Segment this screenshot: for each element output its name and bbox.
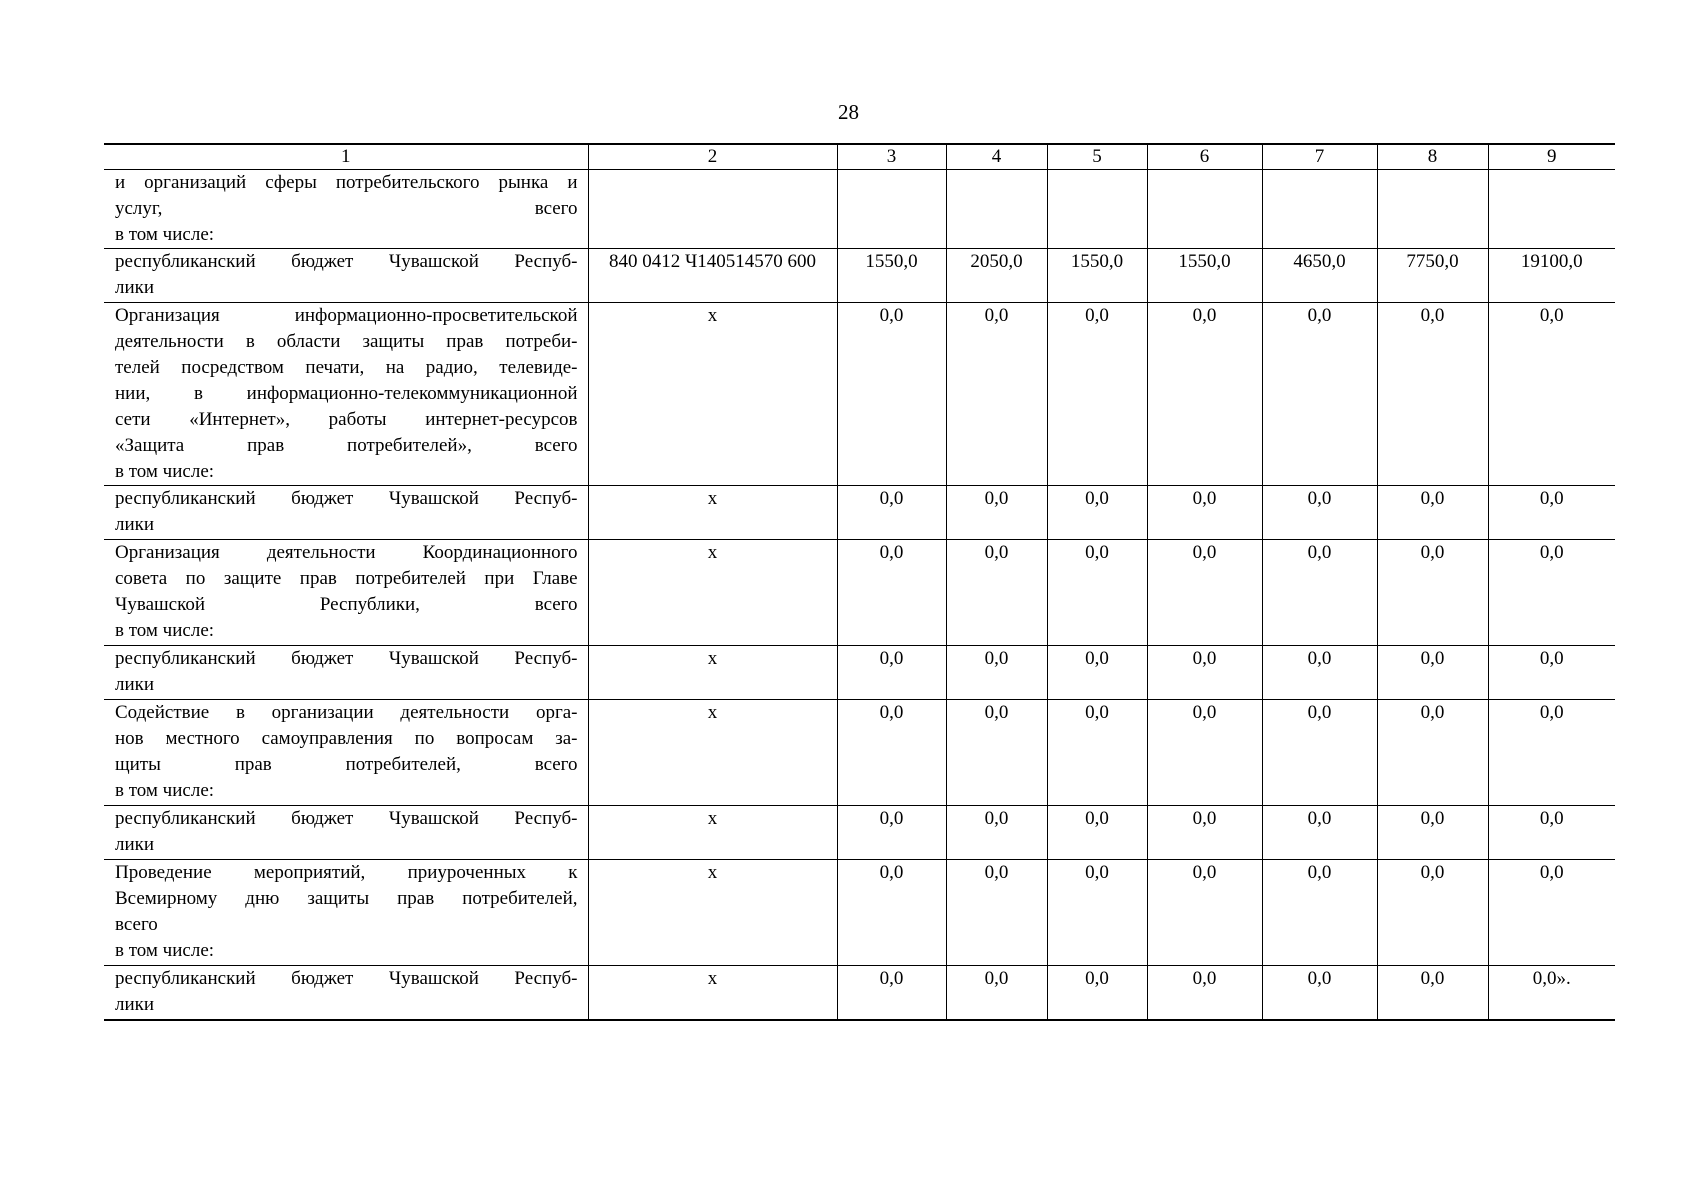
column-number-cell: 4 <box>946 144 1047 170</box>
value-cell: 0,0 <box>837 806 946 860</box>
table-row <box>104 540 1615 646</box>
row-description <box>104 249 588 303</box>
value-cell: 0,0». <box>1488 966 1615 1020</box>
value-cell: 0,0 <box>837 486 946 540</box>
value-cell: 0,0 <box>1047 540 1147 646</box>
value-cell: 0,0 <box>1047 646 1147 700</box>
description-line: нии, в информационно-телекоммуникационной <box>115 383 578 404</box>
column-number-cell: 5 <box>1047 144 1147 170</box>
description-line: деятельности в области защиты прав потреби- <box>115 331 578 352</box>
budget-code-cell: x <box>588 860 837 966</box>
value-cell <box>946 170 1047 249</box>
column-number-cell: 3 <box>837 144 946 170</box>
column-number-cell: 2 <box>588 144 837 170</box>
description-line: Организация информационно-просветительской <box>115 305 578 326</box>
description-line: лики <box>115 834 155 855</box>
value-cell <box>1262 170 1377 249</box>
description-line: лики <box>115 277 155 298</box>
column-number-cell: 1 <box>104 144 588 170</box>
description-line: в том числе: <box>115 940 215 961</box>
description-line: Проведение мероприятий, приуроченных к <box>115 862 578 883</box>
table-row <box>104 860 1615 966</box>
description-line: в том числе: <box>115 620 215 641</box>
column-number-cell: 8 <box>1377 144 1488 170</box>
column-number-cell: 6 <box>1147 144 1262 170</box>
value-cell: 0,0 <box>1377 966 1488 1020</box>
value-cell: 0,0 <box>1262 540 1377 646</box>
value-cell: 0,0 <box>946 700 1047 806</box>
value-cell: 0,0 <box>1047 700 1147 806</box>
value-cell: 7750,0 <box>1377 249 1488 303</box>
value-cell <box>1147 170 1262 249</box>
page-number: 28 <box>838 100 859 124</box>
value-cell: 0,0 <box>837 540 946 646</box>
description-line: «Защита прав потребителей», всего <box>115 435 578 456</box>
value-cell: 2050,0 <box>946 249 1047 303</box>
row-description <box>104 860 588 966</box>
description-line: телей посредством печати, на радио, телевиде- <box>115 357 578 378</box>
value-cell: 0,0 <box>1147 860 1262 966</box>
value-cell: 0,0 <box>1488 486 1615 540</box>
budget-code-cell: x <box>588 700 837 806</box>
value-cell: 0,0 <box>837 860 946 966</box>
table-row <box>104 806 1615 860</box>
value-cell: 0,0 <box>837 646 946 700</box>
value-cell: 0,0 <box>1488 860 1615 966</box>
row-description <box>104 646 588 700</box>
budget-code-cell <box>588 170 837 249</box>
row-description <box>104 806 588 860</box>
description-line: лики <box>115 674 155 695</box>
description-line: в том числе: <box>115 780 215 801</box>
row-description <box>104 700 588 806</box>
value-cell: 0,0 <box>1147 486 1262 540</box>
value-cell: 0,0 <box>1488 303 1615 486</box>
value-cell: 0,0 <box>1262 486 1377 540</box>
value-cell: 0,0 <box>1147 966 1262 1020</box>
table-row <box>104 170 1615 249</box>
value-cell: 0,0 <box>1047 303 1147 486</box>
row-description <box>104 486 588 540</box>
value-cell <box>837 170 946 249</box>
budget-code-cell: x <box>588 540 837 646</box>
description-line: республиканский бюджет Чувашской Респуб- <box>115 251 578 272</box>
value-cell <box>1488 170 1615 249</box>
value-cell: 0,0 <box>1047 860 1147 966</box>
value-cell: 1550,0 <box>1147 249 1262 303</box>
value-cell: 0,0 <box>1147 700 1262 806</box>
description-line: в том числе: <box>115 224 215 245</box>
value-cell: 0,0 <box>1047 806 1147 860</box>
description-line: республиканский бюджет Чувашской Респуб- <box>115 968 578 989</box>
value-cell: 0,0 <box>1488 700 1615 806</box>
value-cell: 0,0 <box>946 966 1047 1020</box>
value-cell: 0,0 <box>1377 860 1488 966</box>
value-cell: 0,0 <box>1488 646 1615 700</box>
value-cell: 0,0 <box>837 966 946 1020</box>
row-description <box>104 966 588 1020</box>
description-line: республиканский бюджет Чувашской Респуб- <box>115 488 578 509</box>
value-cell: 1550,0 <box>1047 249 1147 303</box>
budget-table <box>104 143 1615 1021</box>
value-cell: 0,0 <box>1377 540 1488 646</box>
description-line: Организация деятельности Координационного <box>115 542 578 563</box>
value-cell: 0,0 <box>1262 646 1377 700</box>
value-cell: 0,0 <box>1262 860 1377 966</box>
description-line: сети «Интернет», работы интернет-ресурсов <box>115 409 578 430</box>
value-cell: 0,0 <box>1262 806 1377 860</box>
budget-code-cell: x <box>588 806 837 860</box>
description-line: щиты прав потребителей, всего <box>115 754 578 775</box>
value-cell: 0,0 <box>1047 486 1147 540</box>
value-cell: 0,0 <box>1262 303 1377 486</box>
value-cell <box>1047 170 1147 249</box>
value-cell: 0,0 <box>946 540 1047 646</box>
value-cell: 1550,0 <box>837 249 946 303</box>
budget-code-cell: x <box>588 303 837 486</box>
value-cell: 0,0 <box>946 646 1047 700</box>
value-cell: 0,0 <box>1377 700 1488 806</box>
description-line: всего <box>115 914 158 935</box>
value-cell: 0,0 <box>946 303 1047 486</box>
value-cell: 0,0 <box>1488 540 1615 646</box>
description-line: Всемирному дню защиты прав потребителей, <box>115 888 578 909</box>
value-cell: 19100,0 <box>1488 249 1615 303</box>
description-line: лики <box>115 514 155 535</box>
column-number-row <box>104 144 1615 170</box>
table-row <box>104 646 1615 700</box>
value-cell: 0,0 <box>1147 540 1262 646</box>
value-cell: 0,0 <box>1377 806 1488 860</box>
value-cell: 0,0 <box>1488 806 1615 860</box>
column-number-cell: 7 <box>1262 144 1377 170</box>
value-cell: 0,0 <box>837 303 946 486</box>
value-cell: 0,0 <box>1147 646 1262 700</box>
description-line: услуг, всего <box>115 198 578 219</box>
value-cell: 0,0 <box>1147 806 1262 860</box>
value-cell: 0,0 <box>837 700 946 806</box>
value-cell: 0,0 <box>946 806 1047 860</box>
row-description <box>104 170 588 249</box>
row-description <box>104 540 588 646</box>
budget-code-cell: x <box>588 486 837 540</box>
value-cell: 0,0 <box>946 860 1047 966</box>
budget-code-cell: 840 0412 Ч140514570 600 <box>588 249 837 303</box>
description-line: Содействие в организации деятельности орга- <box>115 702 578 723</box>
row-description <box>104 303 588 486</box>
description-line: лики <box>115 994 155 1015</box>
value-cell: 0,0 <box>1262 966 1377 1020</box>
budget-code-cell: x <box>588 966 837 1020</box>
value-cell <box>1377 170 1488 249</box>
column-number-cell: 9 <box>1488 144 1615 170</box>
description-line: совета по защите прав потребителей при Главе <box>115 568 578 589</box>
description-line: Чувашской Республики, всего <box>115 594 578 615</box>
value-cell: 0,0 <box>1377 486 1488 540</box>
table-row <box>104 966 1615 1020</box>
value-cell: 0,0 <box>1147 303 1262 486</box>
budget-code-cell: x <box>588 646 837 700</box>
value-cell: 4650,0 <box>1262 249 1377 303</box>
table-row <box>104 249 1615 303</box>
table-row <box>104 700 1615 806</box>
description-line: в том числе: <box>115 461 215 482</box>
value-cell: 0,0 <box>1377 303 1488 486</box>
description-line: республиканский бюджет Чувашской Респуб- <box>115 808 578 829</box>
description-line: и организаций сферы потребительского рынка и <box>115 172 578 193</box>
value-cell: 0,0 <box>946 486 1047 540</box>
description-line: республиканский бюджет Чувашской Респуб- <box>115 648 578 669</box>
value-cell: 0,0 <box>1262 700 1377 806</box>
table-row <box>104 303 1615 486</box>
table-row <box>104 486 1615 540</box>
description-line: нов местного самоуправления по вопросам за- <box>115 728 578 749</box>
value-cell: 0,0 <box>1047 966 1147 1020</box>
value-cell: 0,0 <box>1377 646 1488 700</box>
